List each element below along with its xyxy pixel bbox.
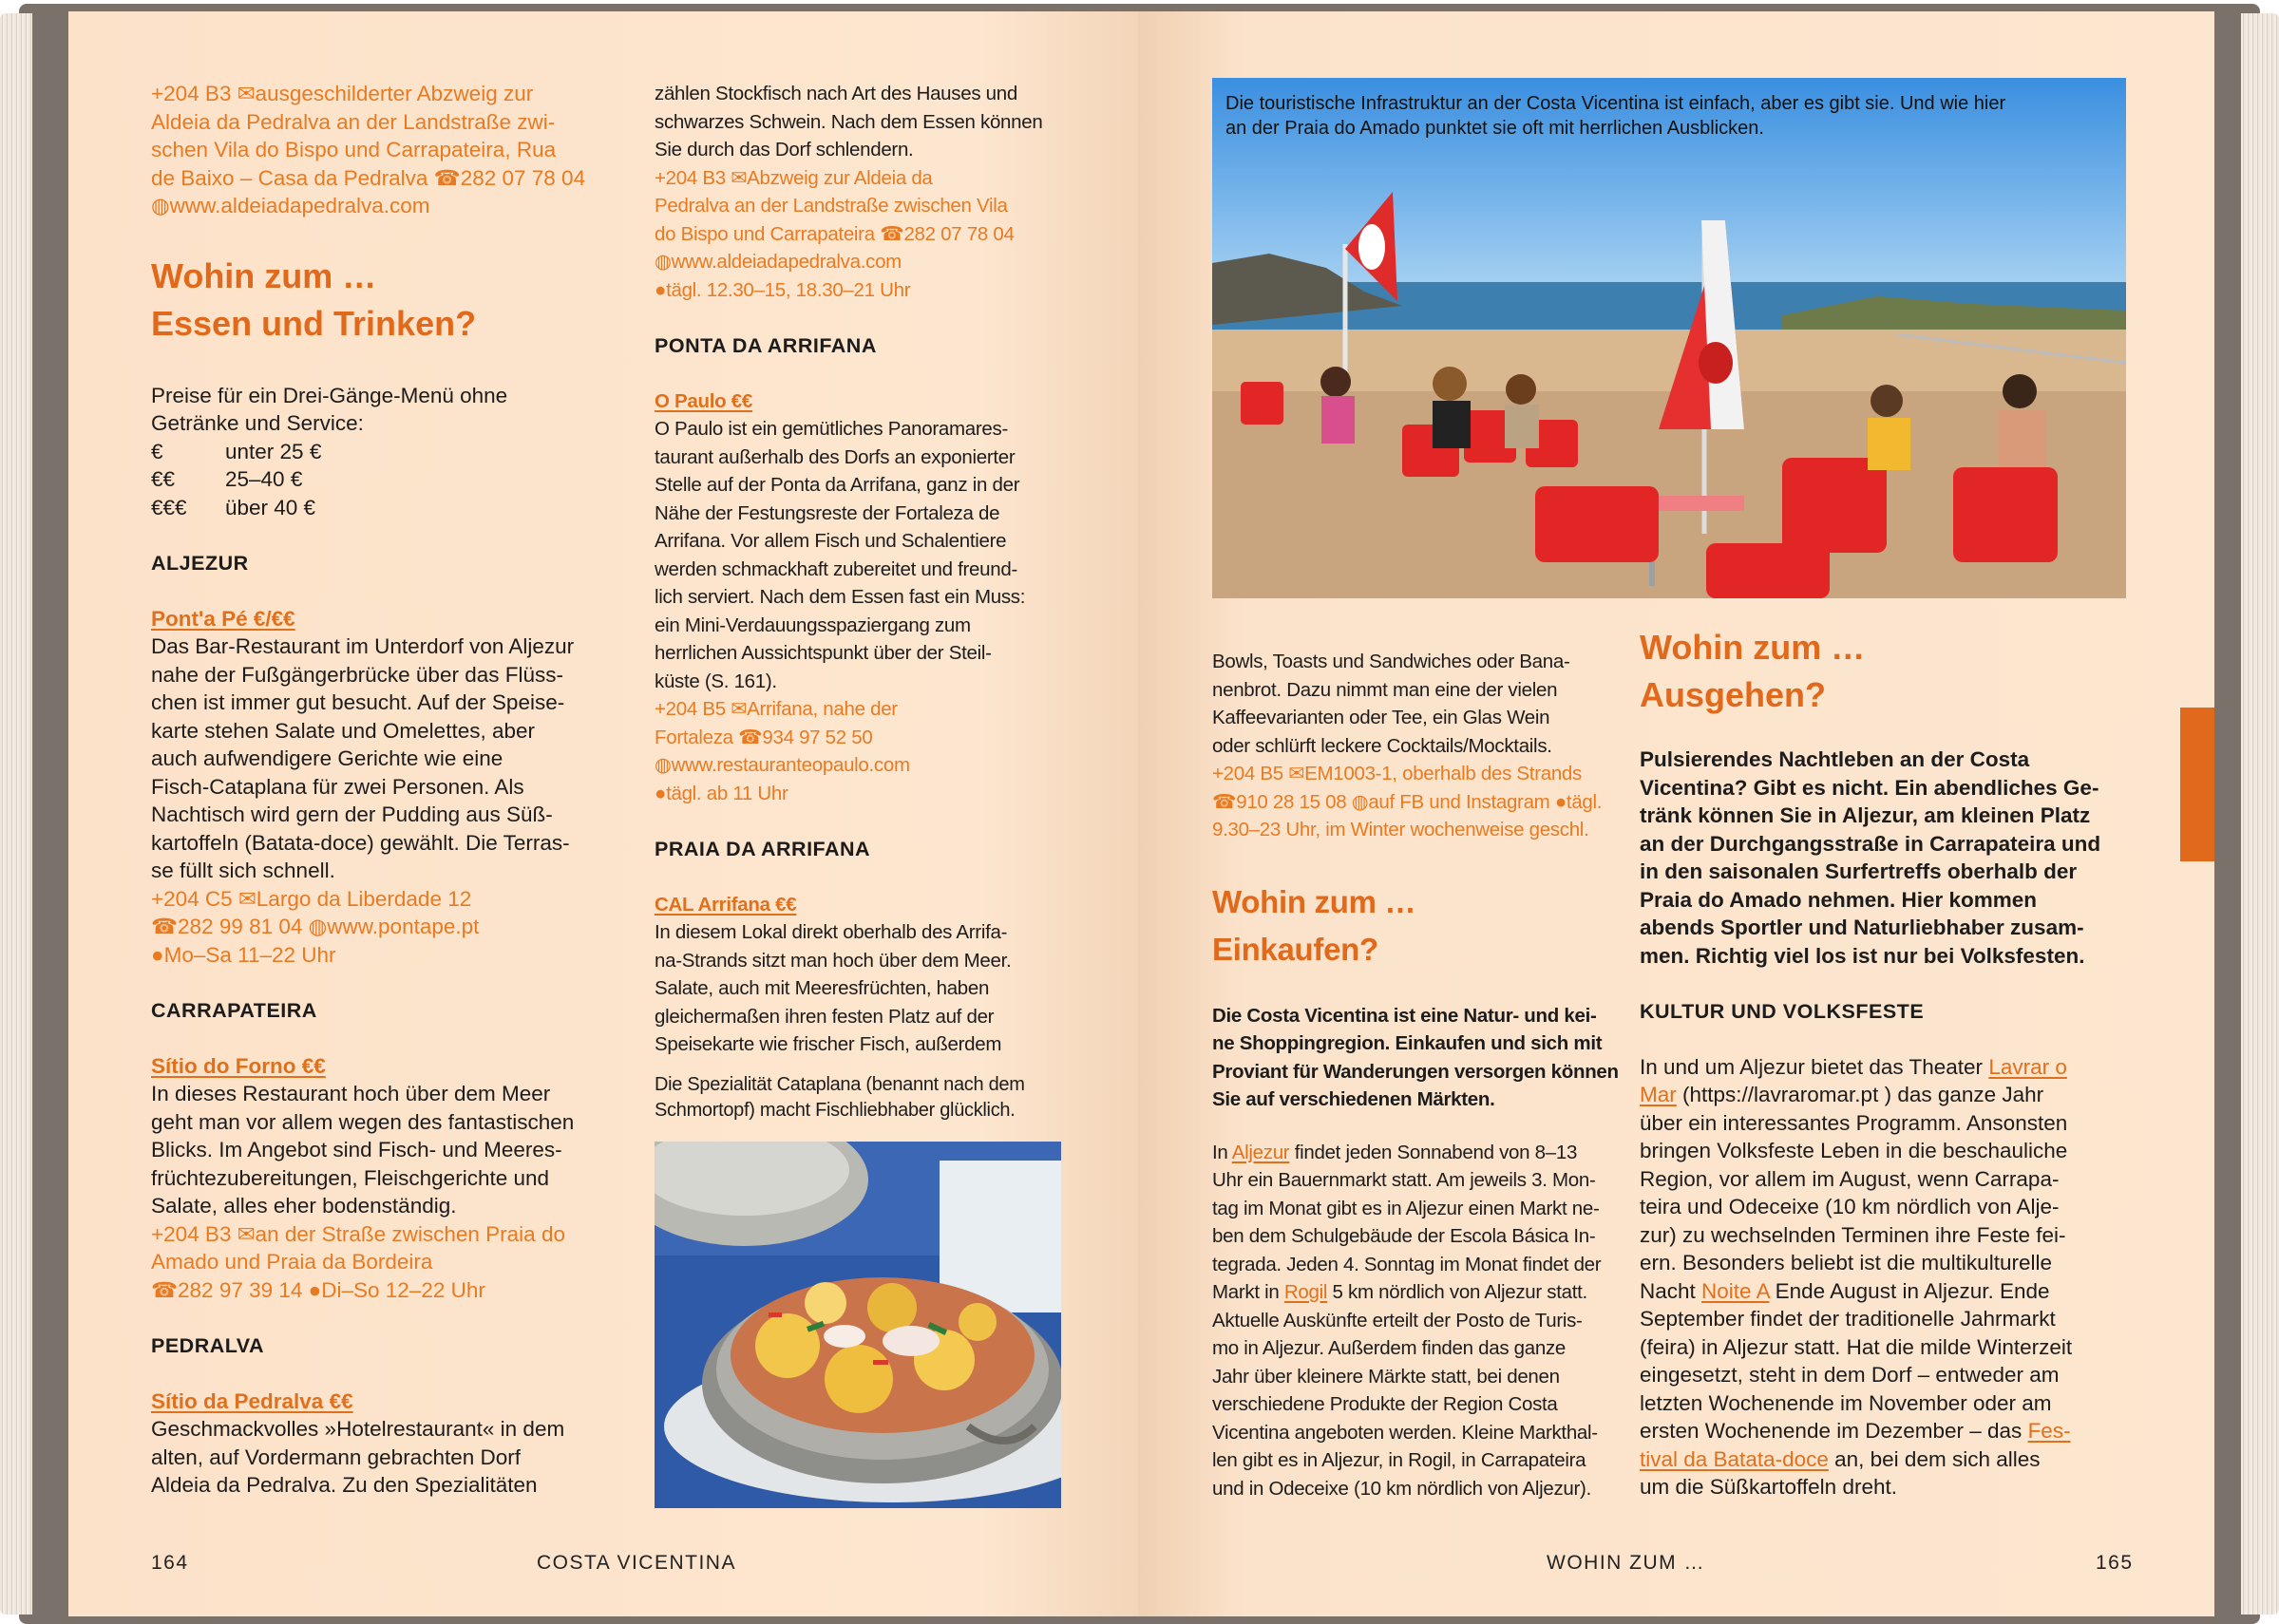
section-title-essen: Wohin zum … Essen und Trinken? <box>151 255 477 343</box>
photo-caption-cataplana: Die Spezialität Cataplana (benannt nach dem Schmortopf) macht Fischliebhaber glücklich. <box>655 1073 1025 1121</box>
heading-pedralva: PEDRALVA <box>151 1334 265 1357</box>
right-page <box>1138 11 2214 1616</box>
info-line: de Baixo – Casa da Pedralva ☎282 07 78 04 <box>151 165 586 190</box>
pedralva-cont-info: +204 B3 ✉Abzweig zur Aldeia da Pedralva an der Landstraße zwischen Vila do Bispo und Carrapateira ☎282 07 78 04 ◍www.aldeiadapedralva.com ●tägl. 12.30–15, 18.30–21 Uhr <box>655 164 1101 305</box>
price-row: €€€ über 40 € <box>151 495 316 519</box>
pedralva-address-info <box>151 80 697 220</box>
beach-photo <box>1212 78 2126 598</box>
left-column-1 <box>151 80 697 1500</box>
pedralva-cont-text: zählen Stockfisch nach Art des Hauses und schwarzes Schwein. Nach dem Essen können Sie durch das Dorf schlendern. <box>655 83 1043 161</box>
right-column-1 <box>1212 648 1630 1502</box>
restaurant-name-pontape[interactable]: Pont'a Pé €/€€ <box>151 606 295 631</box>
website-link[interactable]: ◍www.aldeiadapedralva.com <box>655 251 902 273</box>
page-number-right: 165 <box>2096 1552 2134 1574</box>
info-line: schen Vila do Bispo und Carrapateira, Rua <box>151 138 557 161</box>
heading-praia-arrifana: PRAIA DA ARRIFANA <box>655 838 871 860</box>
price-intro: Preise für ein Drei-Gänge-Menü ohne Getränke und Service: <box>151 383 508 435</box>
restaurant-text-sitio-pedralva: Geschmackvolles »Hotelrestaurant« in dem alten, auf Vordermann gebrachten Dorf Aldeia da Pedralva. Zu den Spezialitäten <box>151 1417 565 1497</box>
markets-text: In Aljezur findet jeden Sonnabend von 8–13 Uhr ein Bauernmarkt statt. Am jeweils 3. Mon- tag im Monat gibt es in Aljezur einen Markt ne- ben dem Schulgebäude der Escola Básica In- tegrada. Jeden 4. Sonntag im Monat findet der Markt in Rogil 5 km nördlich von Aljezur statt. Aktuelle Auskünfte erteilt der Posto de Turis- mo in Aljezur. Außerdem finden das ganze Jahr über kleinere Märkte statt, bei denen verschiedene Produkte der Region Costa Vicentina angeboten werden. Kleine Markthal- len gibt es in Aljezur, in Rogil, in Carrapateira und in Odeceixe (10 km nördlich von Aljezur). <box>1212 1141 1602 1500</box>
link-festival[interactable]: Fes- <box>2027 1419 2071 1443</box>
restaurant-text-cal: In diesem Lokal direkt oberhalb des Arrifa- na-Strands sitzt man hoch über dem Meer. Salate, auch mit Meeresfrüchten, haben gleichermaßen ihren festen Platz auf der Speisekarte wie frischer Fisch, außerdem <box>655 921 1012 1055</box>
heading-kultur: KULTUR UND VOLKSFESTE <box>1640 1000 1925 1023</box>
link-lavrar-o-mar[interactable]: Lavrar o <box>1988 1054 2067 1079</box>
info-line: +204 B3 ✉ausgeschilderter Abzweig zur <box>151 82 534 105</box>
link-aljezur[interactable]: Aljezur <box>1231 1141 1290 1163</box>
restaurant-name-sitio-forno[interactable]: Sítio do Forno €€ <box>151 1053 326 1078</box>
surfcafe-cont-text: Bowls, Toasts und Sandwiches oder Bana- nenbrot. Dazu nimmt man eine der vielen Kaffeevarianten oder Tee, ein Glas Wein oder schlürft leckere Cocktails/Mocktails. <box>1212 651 1570 757</box>
page-number-left: 164 <box>151 1552 189 1574</box>
running-head-left: COSTA VICENTINA <box>537 1552 736 1574</box>
heading-carrapateira: CARRAPATEIRA <box>151 999 317 1022</box>
restaurant-info-pontape: +204 C5 ✉Largo da Liberdade 12 ☎282 99 81 04 ◍www.pontape.pt ●Mo–Sa 11–22 Uhr <box>151 886 480 967</box>
restaurant-name-sitio-pedralva[interactable]: Sítio da Pedralva €€ <box>151 1388 353 1413</box>
website-link[interactable]: ◍www.restauranteopaulo.com <box>655 754 910 776</box>
kultur-text: In und um Aljezur bietet das Theater Lavrar o Mar (https://lavraromar.pt ) das ganze Jahr über ein interessantes Programm. Ansonsten bringen Volksfeste Leben in die beschauliche Region, vor allem im August, wenn Carrapa- teira und Odeceixe (10 km nördlich von Alje- zur) zu wechselnden Terminen ihre Feste fei- ern. Besonders beliebt ist die multikulturelle Nacht Noite A Ende August in Aljezur. Ende September findet der traditionelle Jahrmarkt (feira) in Aljezur statt. Hat die milde Winterzeit eingesetzt, steht in dem Dorf – entweder am letzten Wochenende im November oder am ersten Wochenende im Dezember – das Fes- tival da Batata-doce an, bei dem sich alles um die Süßkartoffeln dreht. <box>1640 1054 2073 1499</box>
right-column-2 <box>1640 624 2143 1501</box>
page-edges-left <box>0 13 32 1615</box>
restaurant-name-opaulo[interactable]: O Paulo €€ <box>655 389 752 412</box>
ausgehen-intro: Pulsierendes Nachtleben an der Costa Vicentina? Gibt es nicht. Ein abendliches Ge- tränk können Sie in Aljezur, am kleinen Platz an der Durchgangsstraße in Carrapateira und in den saisonalen Surfertreffs oberhalb der Praia do Amado nehmen. Hier kommen abends Sportler und Naturliebhaber zusam- men. Richtig viel los ist nur bei Volksfesten. <box>1640 747 2101 968</box>
surfcafe-info: +204 B5 ✉EM1003-1, oberhalb des Strands ☎910 28 15 08 ◍auf FB und Instagram ●tägl. 9.30–23 Uhr, im Winter wochenweise geschl. <box>1212 763 1603 840</box>
page-edges-right <box>2241 13 2279 1615</box>
chapter-tab-marker <box>2180 708 2214 861</box>
cataplana-photo <box>655 1142 1061 1508</box>
cataplana-image <box>655 1142 1061 1508</box>
restaurant-info-sitio-forno: +204 B3 ✉an der Straße zwischen Praia do Amado und Praia da Bordeira ☎282 97 39 14 ●Di–So 12–22 Uhr <box>151 1221 565 1302</box>
restaurant-text-opaulo: O Paulo ist ein gemütliches Panoramares- taurant außerhalb des Dorfs an exponierter Stelle auf der Ponta da Arrifana, ganz in der Nähe der Festungsreste der Fortaleza de Arrifana. Vor allem Fisch und Schalentiere werden schmackhaft zubereitet und freund- lich serviert. Nach dem Essen fast ein Muss: ein Mini-Verdauungsspaziergang zum herrlichen Aussichtspunkt über der Steil- küste (S. 161). <box>655 418 1026 692</box>
heading-aljezur: ALJEZUR <box>151 552 249 575</box>
link-lavrar-o-mar-cont[interactable]: Mar <box>1640 1083 1677 1106</box>
section-title-einkaufen: Wohin zum … Einkaufen? <box>1212 883 1416 967</box>
left-column-2 <box>655 80 1101 1124</box>
website-link[interactable]: ◍www.aldeiadapedralva.com <box>151 194 430 217</box>
link-festival-cont[interactable]: tival da Batata-doce <box>1640 1446 1829 1471</box>
running-head-right: WOHIN ZUM … <box>1547 1552 1705 1574</box>
section-title-ausgehen: Wohin zum … Ausgehen? <box>1640 628 1866 714</box>
left-page <box>68 11 1138 1616</box>
restaurant-text-sitio-forno: In dieses Restaurant hoch über dem Meer geht man vor allem wegen des fantastischen Blicks. Im Angebot sind Fisch- und Meeres- früchtezubereitungen, Fleischgerichte und Salate, alles eher bodenständig. <box>151 1082 575 1218</box>
info-line: Aldeia da Pedralva an der Landstraße zwi- <box>151 109 556 134</box>
price-legend <box>151 438 697 522</box>
heading-ponta-arrifana: PONTA DA ARRIFANA <box>655 334 877 357</box>
price-row: €€ 25–40 € <box>151 467 303 491</box>
link-rogil[interactable]: Rogil <box>1283 1281 1328 1303</box>
restaurant-text-pontape: Das Bar-Restaurant im Unterdorf von Aljezur nahe der Fußgängerbrücke über das Flüss- chen ist immer gut besucht. Auf der Speise- karte stehen Salate und Omelettes, aber auch aufwendigere Gerichte wie eine Fisch-Cataplana für zwei Personen. Als Nachtisch wird gern der Pudding aus Süß- kartoffeln (Batata-doce) gewählt. Die Terras- se füllt sich schnell. <box>151 634 575 882</box>
price-row: € unter 25 € <box>151 439 322 463</box>
restaurant-info-opaulo: +204 B5 ✉Arrifana, nahe der Fortaleza ☎934 97 52 50 ◍www.restauranteopaulo.com ●tägl. ab 11 Uhr <box>655 695 1101 807</box>
link-noite-a[interactable]: Noite A <box>1701 1278 1770 1303</box>
photo-caption-beach: Die touristische Infrastruktur an der Costa Vicentina ist einfach, aber es gibt sie. Und wie hier an der Praia do Amado punktet sie oft mit herrlichen Ausblicken. <box>1225 93 2006 139</box>
einkaufen-intro: Die Costa Vicentina ist eine Natur- und kei- ne Shoppingregion. Einkaufen und sich mit Proviant für Wanderungen versorgen können Sie auf verschiedenen Märkten. <box>1212 1004 1619 1110</box>
restaurant-name-cal[interactable]: CAL Arrifana €€ <box>655 893 797 916</box>
beach-cafe-image <box>1212 78 2126 598</box>
